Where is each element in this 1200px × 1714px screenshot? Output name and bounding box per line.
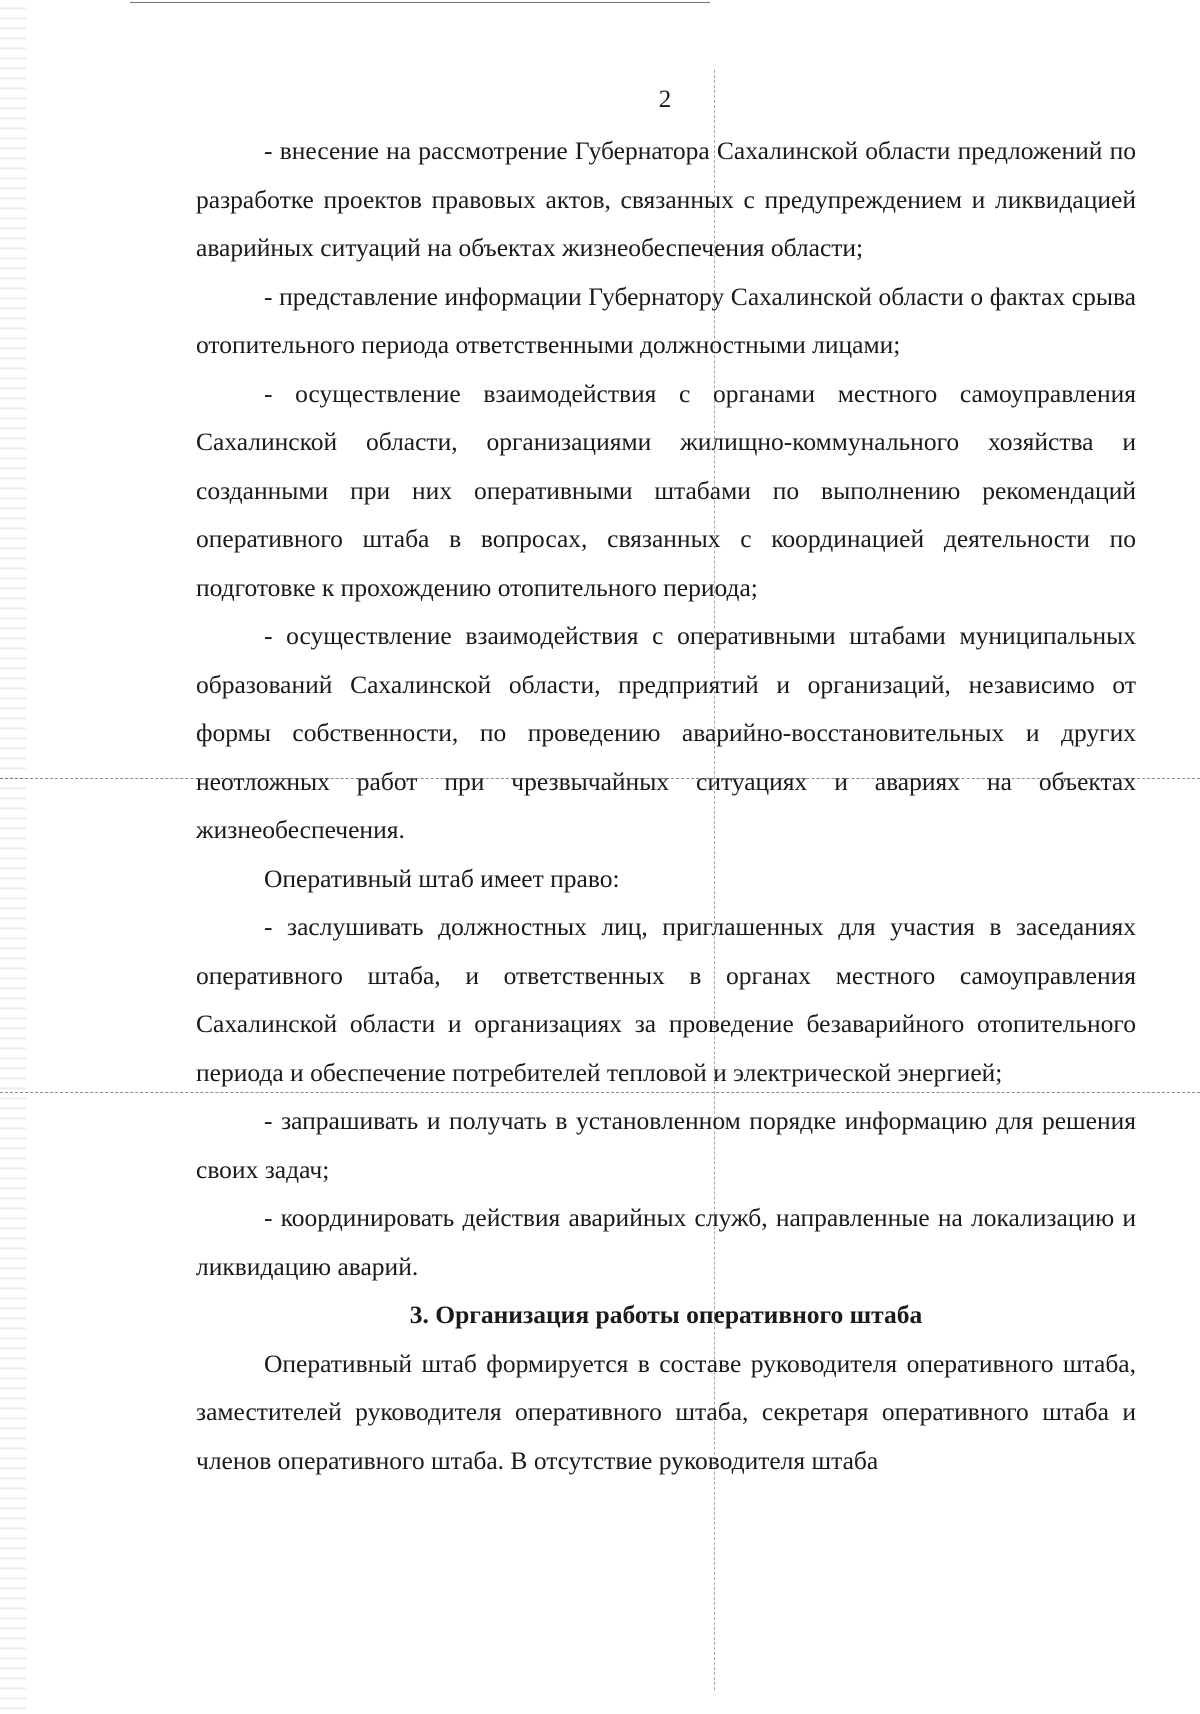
paragraph: - осуществление взаимодействия с оперативными штабами муниципальных образований Сахалинской области, предприятий и организаций, независимо от формы собственности, по проведению аварийно-восстановительных и других неотложных работ при чрезвычайных ситуациях и авариях на объектах жизнеобеспечения. — [196, 621, 1136, 844]
paragraph: Оперативный штаб имеет право: — [264, 863, 620, 893]
paragraph: - координировать действия аварийных служб, направленные на локализацию и ликвидацию аварий. — [196, 1203, 1136, 1281]
paragraph: - заслушивать должностных лиц, приглашенных для участия в заседаниях оперативного штаба, и ответственных в органах местного самоуправления Сахалинской области и организациях за проведение безаварийного отопительного периода и обеспечение потребителей тепловой и электрической энергией; — [196, 912, 1136, 1087]
paragraph: - осуществление взаимодействия с органами местного самоуправления Сахалинской области, организациями жилищно-коммунального хозяйства и созданными при них оперативными штабами по выполнению рекомендаций оперативного штаба в вопросах, связанных с координацией деятельности по подготовке к прохождению отопительного периода; — [196, 378, 1136, 602]
scan-edge-artifact — [0, 0, 26, 1714]
scan-top-line — [130, 2, 710, 3]
section-heading: 3. Организация работы оперативного штаба — [409, 1300, 923, 1329]
body-text — [196, 127, 1136, 1485]
page-number: 2 — [658, 86, 672, 113]
paragraph: - внесение на рассмотрение Губернатора Сахалинской области предложений по разработке проектов правовых актов, связанных с предупреждением и ликвидацией аварийных ситуаций на объектах жизнеобеспечения области; — [196, 136, 1136, 262]
paragraph: - представление информации Губернатору Сахалинской области о фактах срыва отопительного периода ответственными должностными лицами; — [196, 281, 1136, 359]
paragraph: Оперативный штаб формируется в составе руководителя оперативного штаба, заместителей руководителя оперативного штаба, секретаря оперативного штаба и членов оперативного штаба. В отсутствие руководителя штаба — [196, 1348, 1136, 1475]
paragraph: - запрашивать и получать в установленном порядке информацию для решения своих задач; — [196, 1106, 1136, 1184]
